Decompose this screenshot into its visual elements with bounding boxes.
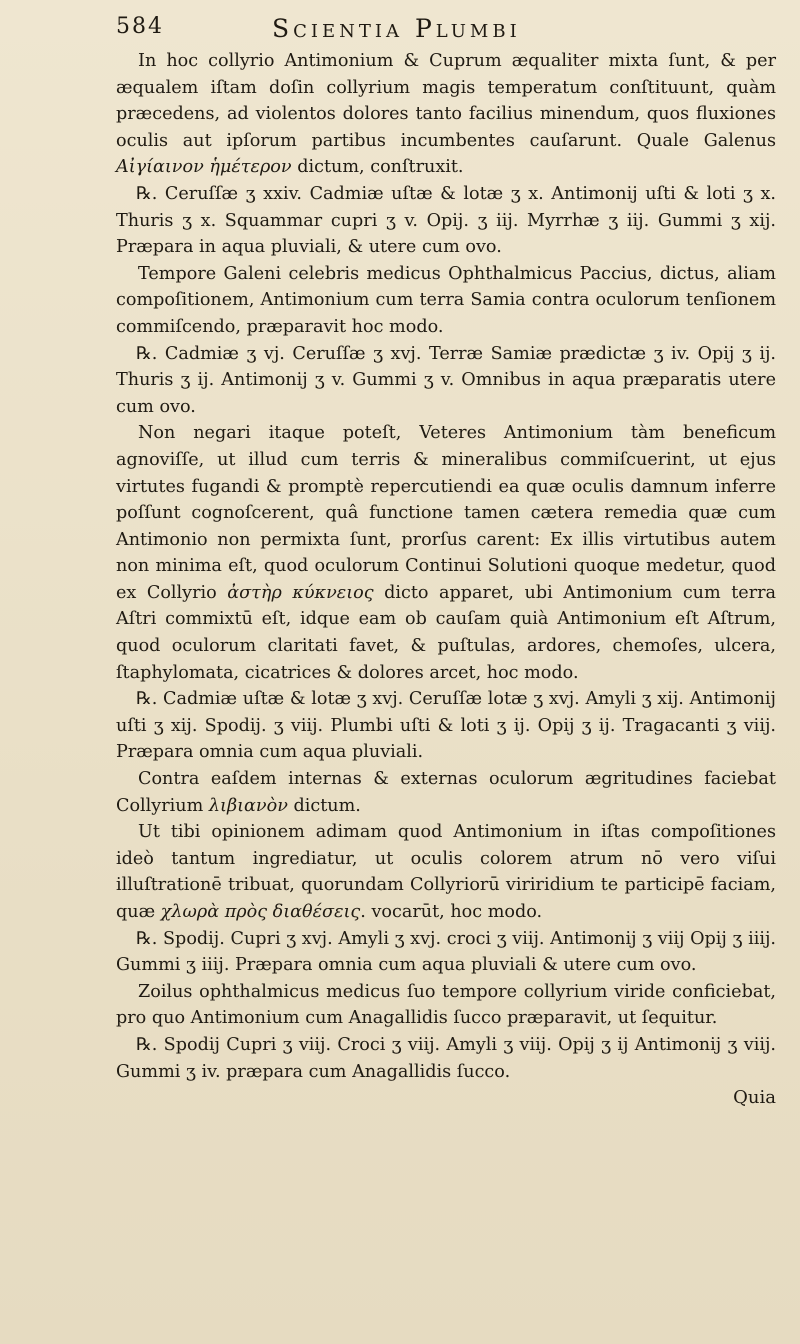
page-number: 584 [116,14,164,39]
greek-term: λιβιανὸν [208,795,288,816]
text-run: In hoc collyrio Antimonium & Cuprum æqualiter mixta ſunt, & per æqualem iſtam doſin collyrium magis temperatum conſtituunt, quàm præcedens, ad violentos dolores tanto facilius minendum, quos fluxiones oculis aut ipſorum partibus incumbentes cauſarunt. Quale Galenus [116,51,776,151]
text-run: Zoilus ophthalmicus medicus ſuo tempore collyrium viride conficiebat, pro quo Antimonium cum Anagallidis ſucco præparavit, ut ſequitur. [116,981,776,1029]
text-paragraph [116,48,776,181]
greek-term: Αἰγίαινον ἡμέτερον [116,157,292,178]
text-paragraph [116,979,776,1032]
text-run: Contra eaſdem internas & externas oculorum ægritudines faciebat Collyrium [116,769,776,816]
recipe-paragraph [116,1032,776,1085]
text-run: ℞. Cadmiæ ʒ vj. Ceruſſæ ʒ xvj. Terræ Samiæ prædictæ ʒ iv. Opij ʒ ij. Thuris ʒ ij. Antimonij ʒ v. Gummi ʒ v. Omnibus in aqua præparatis utere cum ovo. [116,343,776,417]
text-paragraph [116,420,776,686]
text-paragraph [116,766,776,819]
recipe-paragraph [116,341,776,421]
catchword: Quia [733,1087,776,1109]
body-text [116,48,776,1085]
text-run: ℞. Spodij Cupri ʒ viij. Croci ʒ viij. Amyli ʒ viij. Opij ʒ ij Antimonij ʒ viij. Gummi ʒ iv. præpara cum Anagallidis ſucco. [116,1034,776,1082]
text-run: dictum, conſtruxit. [291,157,464,178]
page-header [116,14,776,48]
text-run: Ut tibi opinionem adimam quod Antimonium in iſtas compoſitiones ideò tantum ingrediatur, ut oculis colorem atrum nō vero viſui illuſtrationē tribuat, quorundam Collyriorū viriridium te participē faciam, quæ [116,822,776,922]
text-run: Non negari itaque poteſt, Veteres Antimonium tàm beneficum agnoviſſe, ut illud cum terris & mineralibus commiſcuerint, ut ejus virtutes fugandi & promptè repercutiendi ea quæ oculis damnum inferre poſſunt cognoſcerent, quâ functione tamen cætera remedia quæ cum Antimonio non permixta ſunt, prorſus carent: Ex illis virtutibus autem non minima eſt, quod oculorum Continui Solutioni quoque medetur, quod ex Collyrio [116,423,776,603]
text-run: ℞. Cadmiæ uſtæ & lotæ ʒ xvj. Ceruſſæ lotæ ʒ xvj. Amyli ʒ xij. Antimonij uſti ʒ xij. Spodij. ʒ viij. Plumbi uſti & loti ʒ ij. Opij ʒ ij. Tragacanti ʒ viij. Præpara omnia cum aqua pluviali. [116,689,776,763]
recipe-paragraph [116,686,776,766]
recipe-paragraph [116,181,776,261]
text-run: Tempore Galeni celebris medicus Ophthalmicus Paccius, dictus, aliam compoſitionem, Antimonium cum terra Samia contra oculorum tenſionem commiſcendo, præparavit hoc modo. [116,263,776,337]
greek-term: ἀστὴρ κύκνειος [227,582,374,603]
running-title: Scientia Plumbi [272,14,521,43]
text-run: ℞. Spodij. Cupri ʒ xvj. Amyli ʒ xvj. croci ʒ viij. Antimonij ʒ viij Opij ʒ iiij. Gummi ʒ iiij. Præpara omnia cum aqua pluviali & utere cum ovo. [116,928,776,976]
greek-term: χλωρὰ πρὸς διαθέσεις [160,902,361,922]
recipe-paragraph [116,926,776,979]
text-run: dictum. [287,795,361,816]
text-run: ℞. Ceruſſæ ʒ xxiv. Cadmiæ uſtæ & lotæ ʒ x. Antimonij uſti & loti ʒ x. Thuris ʒ x. Squammar cupri ʒ v. Opij. ʒ iij. Myrrhæ ʒ iij. Gummi ʒ xij. Præpara in aqua pluviali, & utere cum ovo. [116,183,776,258]
text-paragraph [116,819,776,925]
text-run: . vocarūt, hoc modo. [360,902,543,922]
text-paragraph [116,261,776,341]
text-run: dicto apparet, ubi Antimonium cum terra Aſtri commixtū eſt, idque eam ob cauſam quià Antimonium eſt Aſtrum, quod oculorum claritati favet, & puſtulas, ardores, chemoſes, ulcera, ſtaphylomata, cicatrices & dolores arcet, hoc modo. [116,582,777,683]
